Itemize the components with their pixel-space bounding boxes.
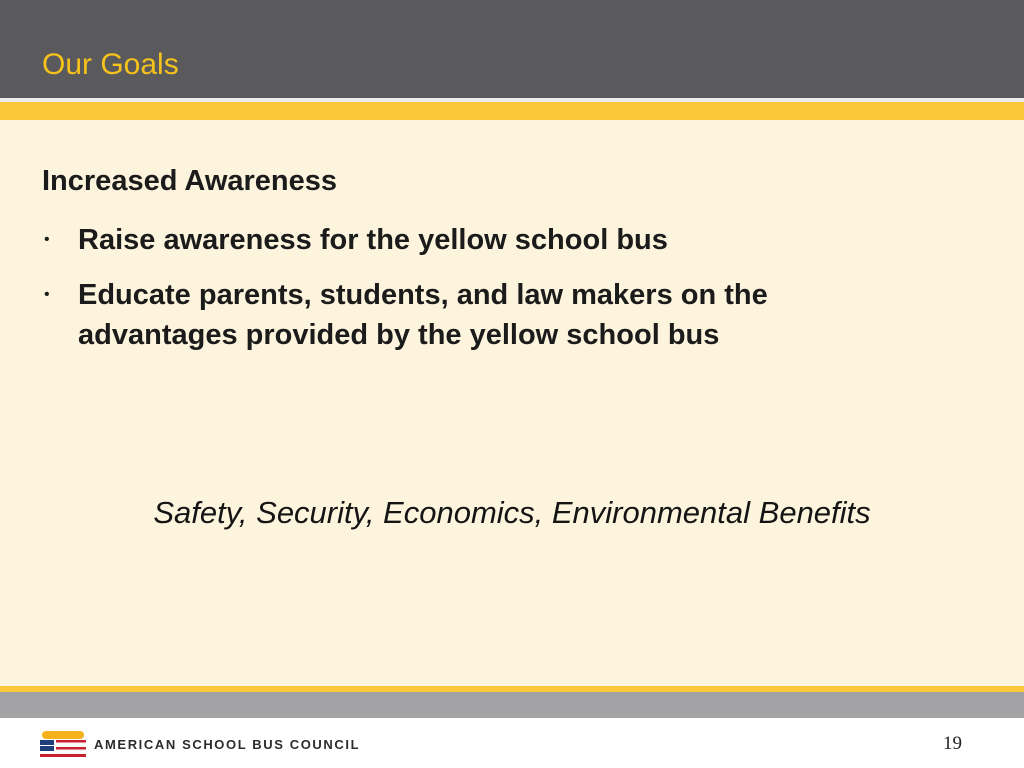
top-accent-stripe (0, 102, 1024, 120)
bullet-item (42, 275, 842, 355)
school-bus-flag-icon (40, 731, 86, 757)
logo-text: AMERICAN SCHOOL BUS COUNCIL (94, 736, 361, 752)
bullet-item (42, 220, 842, 260)
footer-logo (40, 731, 360, 757)
bullet-dot: • (44, 231, 50, 248)
bullet-list (42, 220, 842, 370)
tagline: Safety, Security, Economics, Environmental Benefits (153, 495, 871, 530)
bullet-text: Educate parents, students, and law makers on the advantages provided by the yellow school bus (78, 279, 768, 351)
section-heading: Increased Awareness (42, 165, 338, 197)
bullet-text: Raise awareness for the yellow school bus (78, 224, 668, 256)
page-number: 19 (943, 733, 962, 754)
bullet-dot: • (44, 286, 50, 303)
content-area (0, 120, 1024, 688)
footer-band (0, 692, 1024, 718)
slide-title: Our Goals (42, 48, 179, 81)
